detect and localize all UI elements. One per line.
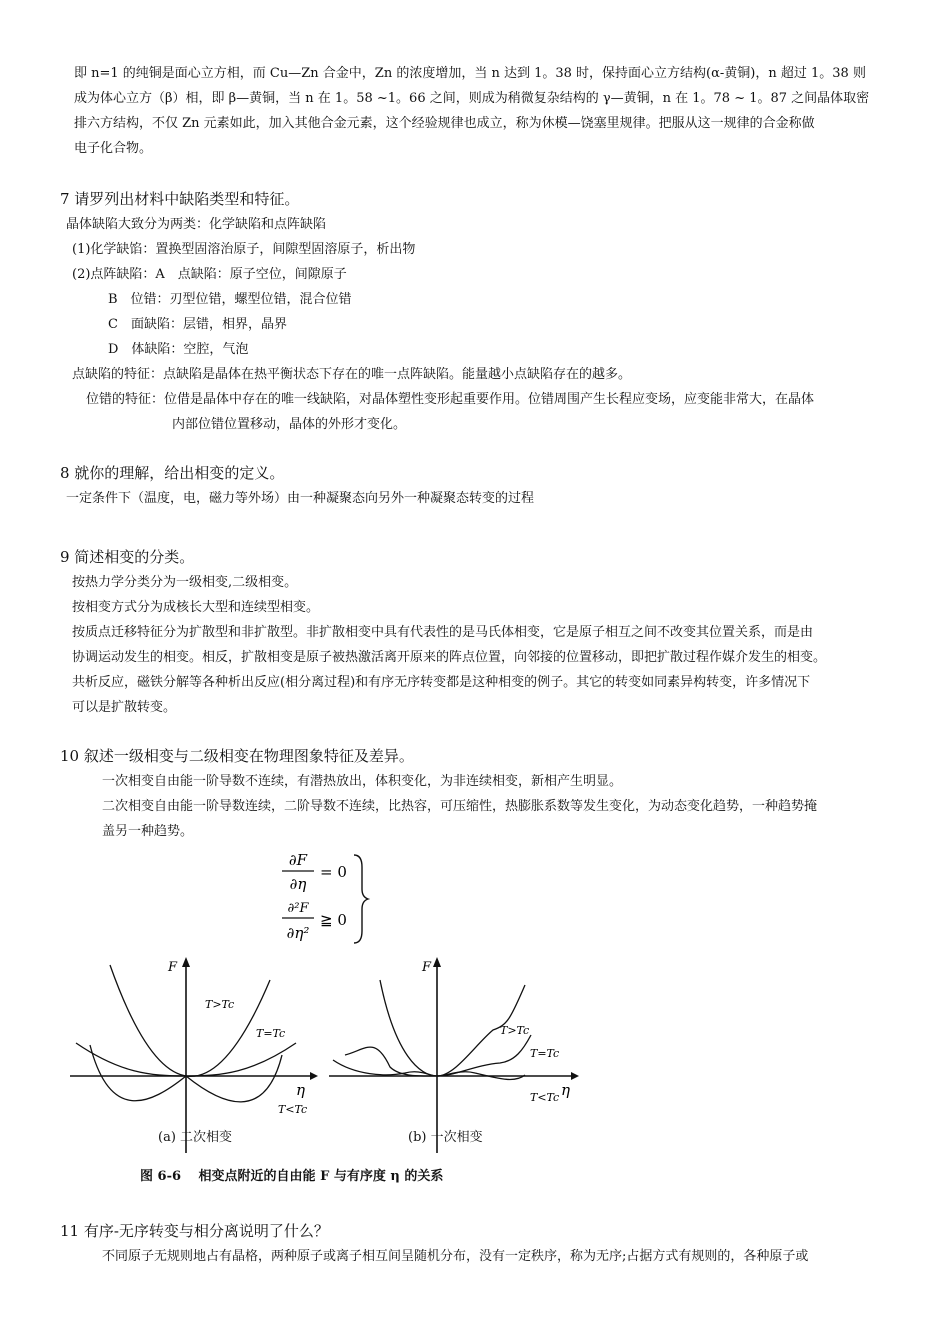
label-a-above-tc: T>Tc [205, 998, 235, 1011]
intro-line-3: 排六方结构，不仅 Zn 元素如此，加入其他合金元素，这个经验规律也成立，称为休模—饶塞里规律。把服从这一规律的合金称做 [74, 116, 815, 131]
equation-2 [282, 901, 347, 942]
q9-heading: 9 简述相变的分类。 [60, 548, 195, 566]
q7-answer-2: (1)化学缺馅：置换型固溶治原子，间隙型固溶原子，析出物 [72, 242, 416, 257]
q9-answer-4: 协调运动发生的相变。相反，扩散相变是原子被热激活离开原来的阵点位置，向邻接的位置移动，即把扩散过程作媒介发生的相变。 [72, 650, 827, 665]
label-b-below-tc: T<Tc [530, 1091, 560, 1104]
intro-line-4: 电子化合物。 [74, 141, 153, 156]
figure-caption: 图 6-6 相变点附近的自由能 F 与有序度 η 的关系 [140, 1169, 444, 1184]
q7-answer-1: 晶体缺陷大致分为两类：化学缺陷和点阵缺陷 [66, 217, 327, 232]
eta-arrow-b [571, 1072, 579, 1080]
q9-answer-3: 按质点迁移特征分为扩散型和非扩散型。非扩散相变中具有代表性的是马氏体相变，它是原子相互之间不改变其位置关系，而是由 [72, 625, 814, 640]
q9-answer-5: 共析反应，磁铁分解等各种析出反应(相分离过程)和有序无序转变都是这种相变的例子。其它的转变如同素异构转变，许多情况下 [72, 675, 811, 690]
q7-answer-3: (2)点阵缺陷：A 点缺陷：原子空位，间隙原子 [72, 267, 347, 282]
q9-answer-2: 按相变方式分为成核长大型和连续型相变。 [72, 600, 320, 615]
F-arrow-a [182, 957, 190, 967]
q7-answer-5: C 面缺陷：层错，相界，晶界 [108, 317, 287, 332]
eta-label-b: η [561, 1081, 570, 1099]
q9-answer-1: 按热力学分类分为一级相变,二级相变。 [72, 575, 298, 590]
label-b-above-tc: T>Tc [500, 1024, 530, 1037]
q11-answer-1: 不同原子无规则地占有晶格，两种原子或离子相互间呈随机分布，没有一定秩序，称为无序;占据方式有规则的，各种原子或 [102, 1249, 809, 1264]
eq1-denominator: ∂η [289, 875, 307, 893]
equation-1 [282, 851, 347, 893]
eta-arrow-a [310, 1072, 318, 1080]
q7-answer-6: D 体缺陷：空腔，气泡 [108, 342, 249, 357]
eq2-denominator: ∂η² [286, 924, 310, 942]
curve-a-above-tc [110, 965, 270, 1076]
intro-line-2: 成为体心立方（β）相，即 β—黄铜，当 n 在 1。58 ~1。66 之间，则成为稍微复杂结构的 γ—黄铜，n 在 1。78 ~ 1。87 之间晶体取密 [74, 91, 870, 106]
q8-heading: 8 就你的理解，给出相变的定义。 [60, 464, 285, 482]
q8-answer-1: 一定条件下（温度，电，磁力等外场）由一种凝聚态向另外一种凝聚态转变的过程 [66, 491, 535, 506]
F-label-a: F [168, 960, 178, 975]
q11-heading: 11 有序-无序转变与相分离说明了什么？ [60, 1222, 329, 1240]
q10-answer-2: 二次相变自由能一阶导数连续，二阶导数不连续，比热容，可压缩性，热膨胀系数等发生变化，为动态变化趋势，一种趋势掩 [102, 799, 818, 814]
q7-heading: 7 请罗列出材料中缺陷类型和特征。 [60, 190, 300, 208]
q7-answer-9: 内部位错位置移动，晶体的外形才变化。 [172, 417, 407, 432]
F-label-b: F [422, 960, 432, 975]
intro-line-1: 即 n=1 的纯铜是面心立方相，而 Cu—Zn 合金中，Zn 的浓度增加，当 n 达到 1。38 时，保持面心立方结构(α-黄铜)，n 超过 1。38 则 [74, 66, 866, 81]
eq1-rhs: = 0 [320, 863, 347, 881]
q10-answer-1: 一次相变自由能一阶导数不连续，有潜热放出，体积变化，为非连续相变，新相产生明显。 [102, 774, 623, 789]
q10-answer-3: 盖另一种趋势。 [102, 824, 194, 839]
curve-b-at-tc [345, 1035, 531, 1076]
eq2-numerator: ∂²F [287, 901, 309, 916]
label-b-at-tc: T=Tc [530, 1047, 560, 1060]
label-a-at-tc: T=Tc [256, 1027, 286, 1040]
label-a-below-tc: T<Tc [278, 1103, 308, 1116]
q9-answer-6: 可以是扩散转变。 [72, 700, 177, 715]
subcaption-b: (b) 一次相变 [408, 1130, 483, 1145]
equation-block [270, 845, 380, 950]
eq2-rhs: ≧ 0 [320, 911, 347, 929]
q10-heading: 10 叙述一级相变与二级相变在物理图象特征及差异。 [60, 747, 414, 765]
q7-answer-4: B 位错：刃型位错，螺型位错，混合位错 [108, 292, 352, 307]
q7-answer-8: 位错的特征：位借是晶体中存在的唯一线缺陷，对晶体塑性变形起重要作用。位错周围产生长程应变场，应变能非常大，在晶体 [86, 392, 815, 407]
subcaption-a: (a) 二次相变 [158, 1130, 233, 1145]
right-brace [354, 855, 368, 943]
eta-label-a: η [296, 1081, 305, 1099]
eq1-numerator: ∂F [288, 851, 308, 869]
F-arrow-b [433, 957, 441, 967]
q7-answer-7: 点缺陷的特征：点缺陷是晶体在热平衡状态下存在的唯一点阵缺陷。能量越小点缺陷存在的越多。 [72, 367, 632, 382]
